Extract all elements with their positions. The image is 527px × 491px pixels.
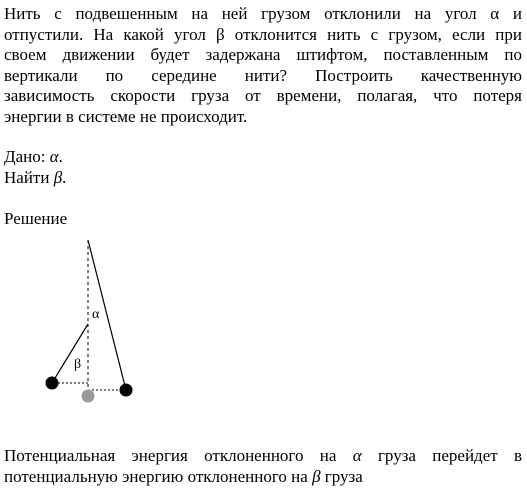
problem-line: энергии в системе не происходит.	[4, 106, 248, 126]
problem-line: отпустили. На какой угол β отклонится нить с грузом, если при	[4, 24, 522, 44]
conclusion-line-2-suffix: груза	[324, 466, 363, 486]
conclusion-text	[4, 446, 522, 487]
conclusion-line-1-prefix: Потенциальная энергия отклоненного на	[4, 446, 337, 465]
problem-line: Нить с подвешенным на ней грузом отклонили на угол α и	[4, 4, 522, 23]
alpha-symbol: α	[352, 446, 362, 465]
pendulum-diagram	[0, 230, 180, 420]
beta-symbol: β	[312, 466, 321, 486]
solution-heading: Решение	[4, 209, 68, 228]
problem-text	[4, 4, 522, 127]
problem-line: зависимость скорости груза от времени, полагая, что потеря	[4, 86, 522, 105]
problem-line: своем движении будет задержана штифтом, поставленным по	[4, 45, 522, 64]
rest-weight	[82, 390, 95, 403]
given-line	[4, 147, 522, 168]
given-symbol: α	[49, 147, 59, 166]
conclusion-line-2-prefix: потенциальную энергию отклоненного на	[4, 466, 308, 486]
find-symbol: β	[53, 168, 63, 187]
beta-label: β	[74, 357, 82, 372]
given-label: Дано:	[4, 147, 46, 166]
conclusion-line-2	[4, 467, 522, 488]
find-label: Найти	[4, 168, 50, 187]
problem-line: вертикали по середине нити? Построить качественную	[4, 65, 522, 85]
find-line	[4, 168, 522, 189]
short-string	[52, 324, 88, 383]
right-weight	[120, 384, 133, 397]
conclusion-line-1-suffix: груза перейдет в	[377, 446, 522, 465]
conclusion-line-1	[4, 446, 522, 467]
alpha-label: α	[92, 307, 100, 322]
find-suffix: .	[62, 168, 67, 187]
given-suffix: .	[58, 147, 63, 166]
left-weight	[46, 377, 59, 390]
